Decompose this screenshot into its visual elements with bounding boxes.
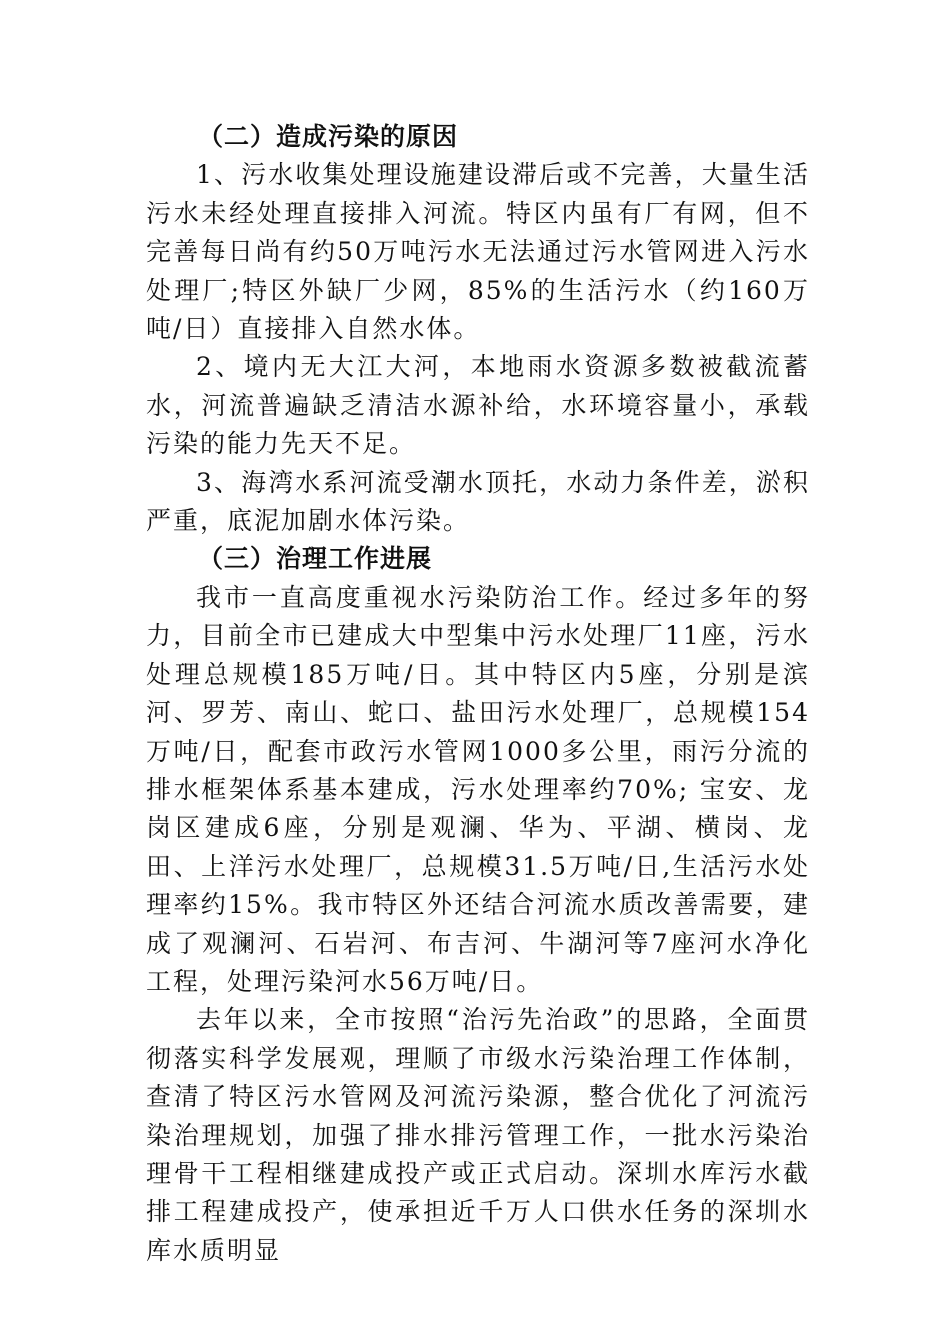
section-heading-progress: （三）治理工作进展 [198,544,433,574]
paragraph-progress-2: 去年以来，全市按照“治污先治政”的思路，全面贯彻落实科学发展观，理顺了市级水污染治理工作体制，查清了特区污水管网及河流污染源，整合优化了河流污染治理规划，加强了排水排污管理工作，一批水污染治理骨干工程相继建成投产或正式启动。深圳水库污水截排工程建成投产，使承担近千万人口供水任务的深圳水库水质明显 [146,1005,810,1265]
paragraph-cause-2: 2、境内无大江大河，本地雨水资源多数被截流蓄水，河流普遍缺乏清洁水源补给，水环境容量小，承载污染的能力先天不足。 [146,352,810,459]
section-heading-causes: （二）造成污染的原因 [198,122,459,151]
paragraph-progress-1: 我市一直高度重视水污染防治工作。经过多年的努力，目前全市已建成大中型集中污水处理厂11座，污水处理总规模185万吨/日。其中特区内5座，分别是滨河、罗芳、南山、蛇口、盐田污水处理厂，总规模154万吨/日，配套市政污水管网1000多公里，雨污分流的排水框架体系基本建成，污水处理率约70%; 宝安、龙岗区建成6座，分别是观澜、华为、平湖、横岗、龙田、上洋污水处理厂，总规模31.5万吨/日,生活污水处理率约15%。我市特区外还结合河流水质改善需要，建成了观澜河、石岩河、布吉河、牛湖河等7座河水净化工程，处理污染河水56万吨/日。 [146,582,810,996]
paragraph-cause-3: 3、海湾水系河流受潮水顶托，水动力条件差，淤积严重，底泥加剧水体污染。 [146,467,810,536]
document-body [146,118,810,1270]
paragraph-cause-1: 1、污水收集处理设施建设滞后或不完善，大量生活污水未经处理直接排入河流。特区内虽有厂有网，但不完善每日尚有约50万吨污水无法通过污水管网进入污水处理厂;特区外缺厂少网，85%的生活污水（约160万吨/日）直接排入自然水体。 [146,160,810,344]
